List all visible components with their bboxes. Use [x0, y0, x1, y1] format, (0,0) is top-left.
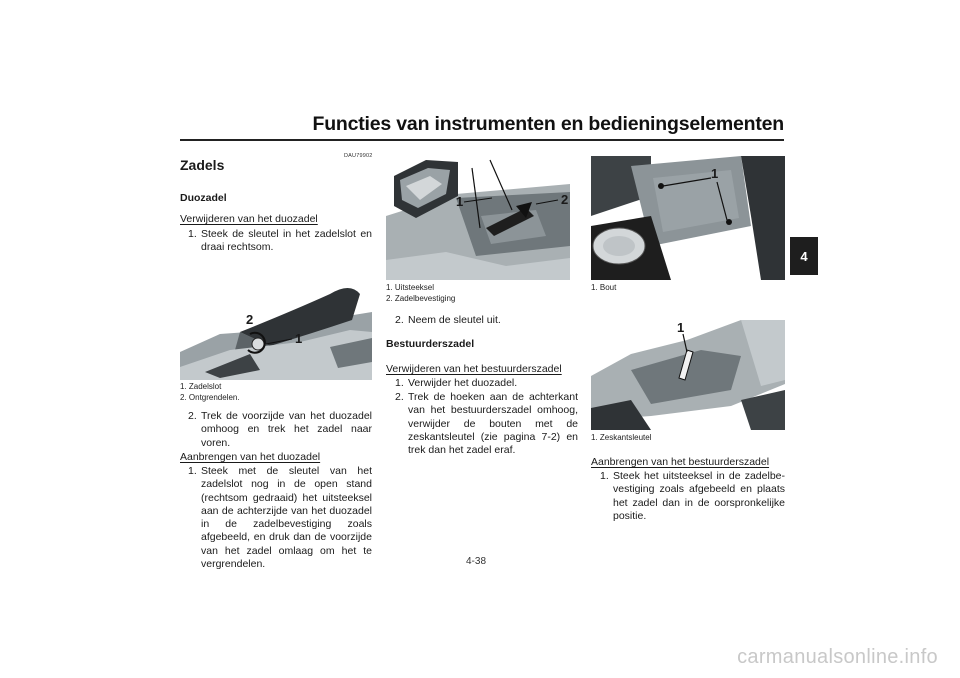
step-text: Steek de sleutel in het zadelslot en draai rechtsom. — [201, 228, 372, 254]
page-number: 4-38 — [466, 556, 487, 567]
step-number: 2. — [188, 410, 197, 422]
figure-passenger-seat-lock — [180, 272, 372, 380]
step-number: 2. — [395, 314, 404, 326]
install-rider-heading: Aanbrengen van het bestuurderszadel — [591, 456, 770, 468]
figure-caption-2: 2. Zadelbevestiging — [386, 294, 456, 303]
seat-bolts-illustration — [591, 156, 785, 280]
step-number: 1. — [188, 465, 197, 477]
chapter-tab: 4 — [790, 237, 818, 275]
callout-1: 1 — [456, 194, 464, 209]
section-code: DAU79902 — [344, 153, 373, 159]
passenger-seat-illustration — [180, 272, 372, 380]
step-text: Verwijder het duozadel. — [408, 377, 518, 389]
step-number: 1. — [188, 228, 197, 240]
section-title: Zadels — [180, 157, 225, 173]
figure-caption-2: 2. Ontgrendelen. — [180, 393, 240, 402]
remove-passenger-step-2 — [188, 410, 372, 450]
remove-rider-step-2 — [395, 391, 578, 457]
passenger-seat-heading: Duozadel — [180, 192, 227, 204]
figure-seat-bolts — [591, 156, 785, 280]
callout-1: 1 — [711, 166, 719, 181]
remove-passenger-heading: Verwijderen van het duozadel — [180, 213, 318, 225]
remove-rider-heading: Verwijderen van het bestuurderszadel — [386, 363, 562, 375]
install-passenger-heading: Aanbrengen van het duozadel — [180, 451, 321, 463]
figure-seat-bracket — [386, 156, 570, 280]
callout-2: 2 — [561, 192, 569, 207]
figure-caption-1: 1. Uitsteeksel — [386, 283, 435, 292]
step-text: Steek met de sleutel van het zadelslot nog in de open stand (rechtsom gedraaid) het uitsteeksel aan de achterzijde van het duozadel in de zadelbevestiging zoals afgebeeld, en druk dan de voorzijde van het zadel omlaag om het te vergrendelen. — [201, 465, 372, 571]
step-number: 1. — [600, 470, 609, 482]
step-text: Steek het uitsteeksel in de zadelbevestiging zoals afgebeeld en plaats het zadel dan in de oorspronkelijke positie. — [613, 470, 785, 522]
step-text: Trek de voorzijde van het duozadel omhoog en trek het zadel naar voren. — [201, 410, 372, 449]
figure-hex-wrench — [591, 320, 785, 430]
remove-rider-step-1 — [395, 377, 578, 390]
remove-passenger-step-3 — [395, 314, 578, 327]
remove-passenger-step-1 — [188, 228, 372, 255]
rider-seat-heading: Bestuurderszadel — [386, 338, 475, 350]
hex-wrench-illustration — [591, 320, 785, 430]
callout-1: 1 — [677, 320, 685, 335]
callout-2: 2 — [246, 312, 254, 327]
step-text: Neem de sleutel uit. — [408, 314, 501, 326]
install-passenger-step-1 — [188, 465, 372, 571]
watermark: carmanualsonline.info — [737, 646, 938, 668]
figure-caption-1: 1. Bout — [591, 283, 617, 292]
header-rule — [180, 139, 784, 141]
page-header-title: Functies van instrumenten en bedieningselementen — [312, 113, 784, 135]
step-number: 2. — [395, 391, 404, 403]
step-text: Trek de hoeken aan de achterkant van het bestuurderszadel omhoog, verwijder de bouten met de zeskantsleutel (zie pagina 7-2) en trek dan het zadel eraf. — [408, 391, 578, 457]
install-rider-step-1 — [600, 470, 785, 523]
step-number: 1. — [395, 377, 404, 389]
callout-1: 1 — [295, 331, 303, 346]
figure-caption-1: 1. Zadelslot — [180, 382, 222, 391]
seat-bracket-illustration — [386, 156, 570, 280]
figure-caption-1: 1. Zeskantsleutel — [591, 433, 652, 442]
